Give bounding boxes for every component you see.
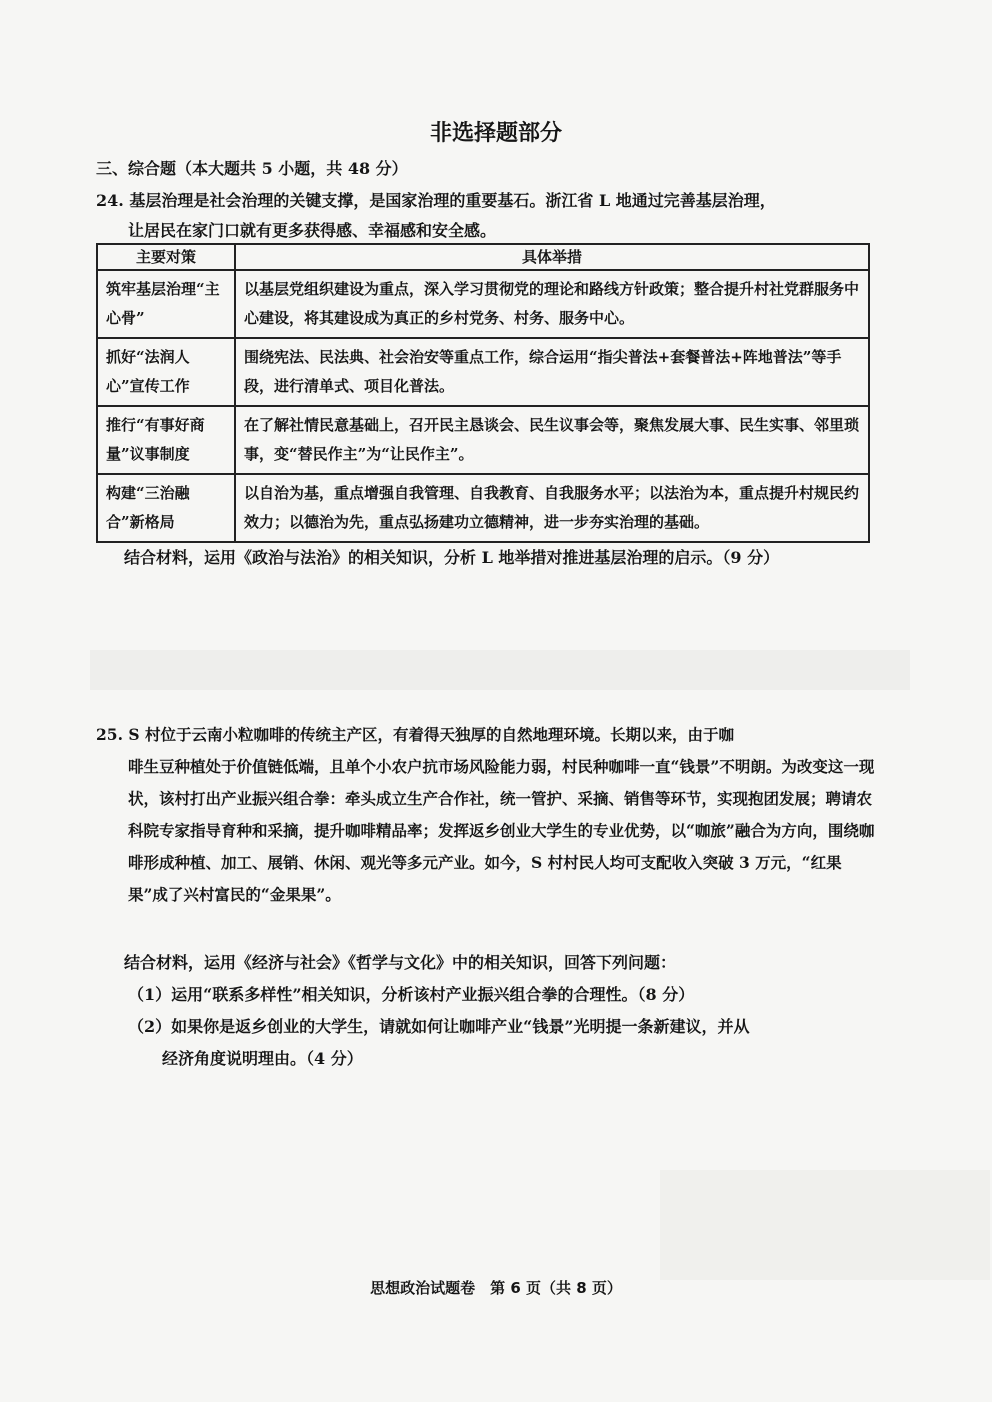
page-footer: 思想政治试题卷 第 6 页（共 8 页） [370,1279,622,1297]
q24-line1: 24. 基层治理是社会治理的关键支撑，是国家治理的重要基石。浙江省 L 地通过完善基层治理， [96,191,776,210]
table-cell-strategy: 抓好“法润人心”宣传工作 [97,338,235,406]
table-header-measures: 具体举措 [235,244,869,270]
section-heading: 三、综合题（本大题共 5 小题，共 48 分） [96,159,408,178]
question-25-prompts [124,947,884,1075]
q25-sub1: （1）运用“联系多样性”相关知识，分析该村产业振兴组合拳的合理性。（8 分） [128,985,695,1004]
table-cell-strategy: 筑牢基层治理“主心骨” [97,270,235,338]
scan-shadow-bottom [660,1170,990,1280]
table-cell-measure: 以基层党组织建设为重点，深入学习贯彻党的理论和路线方针政策；整合提升村社党群服务中心建设，将其建设成为真正的乡村党务、村务、服务中心。 [235,270,869,338]
question-25-stem [96,719,878,911]
q25-body: 啡生豆种植处于价值链低端，且单个小农户抗市场风险能力弱，村民种咖啡一直“钱景”不明朗。为改变这一现状，该村打出产业振兴组合拳：牵头成立生产合作社，统一管护、采摘、销售等环节，实现抱团发展；聘请农科院专家指导育种和采摘，提升咖啡精品率；发挥返乡创业大学生的专业优势，以“咖旅”融合为方向，围绕咖啡形成种植、加工、展销、休闲、观光等多元产业。如今，S 村村民人均可支配收入突破 3 万元，“红果果”成了兴村富民的“金果果”。 [128,757,875,904]
table-row [97,474,869,542]
measures-table [96,243,870,543]
q25-sub2 [124,1011,884,1075]
q25-intro: 结合材料，运用《经济与社会》《哲学与文化》中的相关知识，回答下列问题： [124,953,677,972]
question-24-stem [96,186,878,246]
q25-sub2-line1: （2）如果你是返乡创业的大学生，请就如何让咖啡产业“钱景”光明提一条新建议，并从 [128,1017,750,1036]
table-cell-strategy: 构建“三治融合”新格局 [97,474,235,542]
table-cell-measure: 在了解社情民意基础上，召开民主恳谈会、民生议事会等，聚焦发展大事、民生实事、邻里琐事，变“替民作主”为“让民作主”。 [235,406,869,474]
table-header-strategy: 主要对策 [97,244,235,270]
q25-line1: 25. S 村位于云南小粒咖啡的传统主产区，有着得天独厚的自然地理环境。长期以来，由于咖 [96,725,734,744]
table-row [97,270,869,338]
table-row [97,406,869,474]
table-cell-measure: 围绕宪法、民法典、社会治安等重点工作，综合运用“指尖普法+套餐普法+阵地普法”等手段，进行清单式、项目化普法。 [235,338,869,406]
table-row [97,338,869,406]
q25-sub2-line2: 经济角度说明理由。（4 分） [162,1049,363,1068]
table-cell-measure: 以自治为基，重点增强自我管理、自我教育、自我服务水平；以法治为本，重点提升村规民约效力；以德治为先，重点弘扬建功立德精神，进一步夯实治理的基础。 [235,474,869,542]
table-cell-strategy: 推行“有事好商量”议事制度 [97,406,235,474]
question-24-prompt: 结合材料，运用《政治与法治》的相关知识，分析 L 地举措对推进基层治理的启示。（9 分） [124,548,780,567]
page-title: 非选择题部分 [429,121,562,146]
scan-shadow [90,650,910,690]
q24-line2: 让居民在家门口就有更多获得感、幸福感和安全感。 [128,221,497,240]
table-header-row [97,244,869,270]
